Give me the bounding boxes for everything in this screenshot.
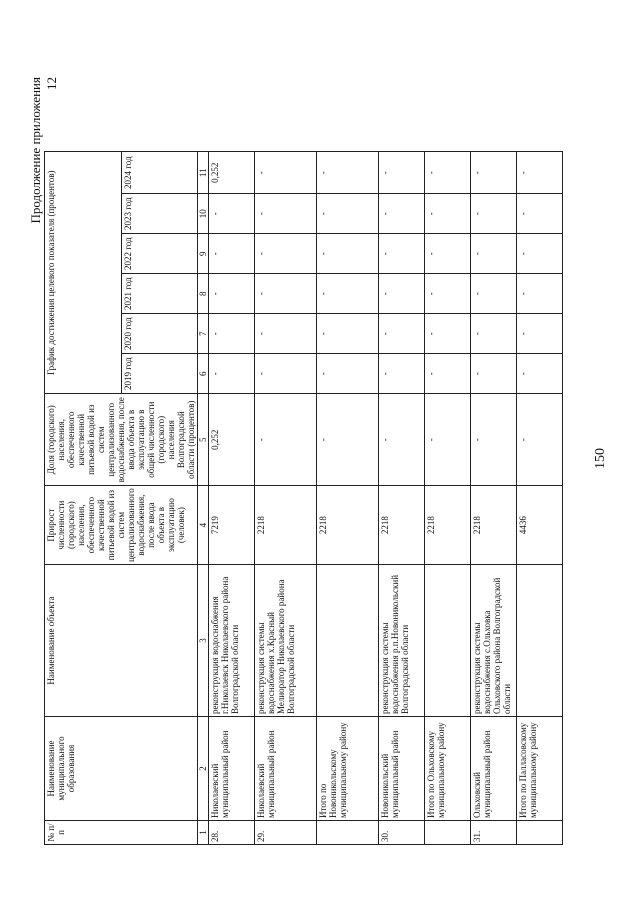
municipality-name: Итого по Ольховскому муниципальному району	[425, 717, 471, 821]
year-value: -	[471, 152, 517, 194]
year-value: -	[209, 194, 255, 234]
year-value: -	[471, 194, 517, 234]
year-value: -	[517, 152, 563, 194]
population-share-value: -	[517, 394, 563, 486]
population-growth-value: 2218	[379, 486, 425, 565]
municipality-name: Итого по Новоникольскому муниципальному району	[317, 717, 379, 821]
year-value: -	[379, 234, 425, 274]
municipality-name: Ольховский муниципальный район	[471, 717, 517, 821]
object-name	[425, 565, 471, 717]
column-number: 10	[198, 194, 209, 234]
population-growth-value: 7219	[209, 486, 255, 565]
year-value: -	[517, 314, 563, 354]
year-value: -	[425, 152, 471, 194]
year-value: -	[517, 194, 563, 234]
year-value: -	[379, 274, 425, 314]
population-growth-value: 2218	[317, 486, 379, 565]
year-value: -	[517, 354, 563, 394]
row-number	[425, 821, 471, 845]
year-value: -	[425, 314, 471, 354]
table-row	[379, 152, 425, 845]
population-growth-value: 2218	[255, 486, 317, 565]
row-number: 30.	[379, 821, 425, 845]
table-row	[425, 152, 471, 845]
column-number: 5	[198, 394, 209, 486]
object-name	[317, 565, 379, 717]
year-value: -	[425, 354, 471, 394]
year-value: -	[379, 314, 425, 354]
year-value: -	[425, 274, 471, 314]
header-schedule: График достижения целевого показателя (процентов)	[45, 152, 122, 394]
header-year: 2019 год	[121, 354, 198, 394]
column-number: 1	[198, 821, 209, 845]
year-value: -	[317, 152, 379, 194]
year-value: -	[255, 152, 317, 194]
table-row	[209, 152, 255, 845]
column-number: 8	[198, 274, 209, 314]
header-object: Наименование объекта	[45, 565, 198, 717]
header-year: 2020 год	[121, 314, 198, 354]
population-share-value: -	[317, 394, 379, 486]
year-value: -	[317, 274, 379, 314]
year-value: -	[209, 314, 255, 354]
table-row	[255, 152, 317, 845]
year-value: -	[425, 194, 471, 234]
population-growth-value: 2218	[425, 486, 471, 565]
year-value: -	[317, 354, 379, 394]
object-name: реконструкция системы водоснабжения х.Красный Мелиоратор Николаевского района Волгоградской области	[255, 565, 317, 717]
column-number: 9	[198, 234, 209, 274]
population-share-value: 0,252	[209, 394, 255, 486]
column-number: 6	[198, 354, 209, 394]
column-number: 11	[198, 152, 209, 194]
year-value: -	[209, 234, 255, 274]
row-number	[317, 821, 379, 845]
population-share-value: -	[425, 394, 471, 486]
object-name: реконструкция системы водоснабжения р.п.Новоникольский Волгоградской области	[379, 565, 425, 717]
row-number: 31.	[471, 821, 517, 845]
municipality-name: Новоникольский муниципальный район	[379, 717, 425, 821]
municipality-name: Николаевский муниципальный район	[255, 717, 317, 821]
year-value: -	[255, 194, 317, 234]
row-number: 29.	[255, 821, 317, 845]
column-number: 7	[198, 314, 209, 354]
page-number: 150	[593, 448, 608, 469]
municipality-name: Итого по Палласовскому муниципальному району	[517, 717, 563, 821]
year-value: -	[471, 234, 517, 274]
header-year: 2023 год	[121, 194, 198, 234]
population-share-value: -	[379, 394, 425, 486]
population-growth-value: 2218	[471, 486, 517, 565]
year-value: -	[209, 274, 255, 314]
header-no: № п/п	[45, 821, 198, 845]
header-year: 2024 год	[121, 152, 198, 194]
population-share-value: -	[471, 394, 517, 486]
header-year: 2022 год	[121, 234, 198, 274]
column-number: 2	[198, 717, 209, 821]
year-value: -	[379, 194, 425, 234]
table-row	[517, 152, 563, 845]
year-value: -	[317, 314, 379, 354]
year-value: 0,252	[209, 152, 255, 194]
header-population-growth: Прирост численности (городского) населения, обеспеченного качественной питьевой водой из систем централизованного водоснабжения, после ввода объекта в эксплуатацию (человек)	[45, 486, 198, 565]
year-value: -	[517, 274, 563, 314]
column-number: 3	[198, 565, 209, 717]
row-number: 28.	[209, 821, 255, 845]
object-name: реконструкция водоснабжения г.Николаевск Николаевского района Волгоградской области	[209, 565, 255, 717]
year-value: -	[471, 274, 517, 314]
year-value: -	[255, 274, 317, 314]
year-value: -	[471, 354, 517, 394]
header-population-share: Доля (городского) населения, обеспеченного качественной питьевой водой из систем централизованного водоснабжения, после ввода объекта в эксплуатацию в общей численности (городского) населения Волгоградской области (процентов)	[45, 394, 198, 486]
header-year: 2021 год	[121, 274, 198, 314]
continuation-label: Продолжение приложения 12	[28, 77, 59, 224]
municipality-name: Николаевский муниципальный район	[209, 717, 255, 821]
year-value: -	[255, 354, 317, 394]
year-value: -	[379, 152, 425, 194]
object-name: реконструкция системы водоснабжения с.Ольховка Ольховского района Волгоградской области	[471, 565, 517, 717]
year-value: -	[425, 234, 471, 274]
population-growth-value: 4436	[517, 486, 563, 565]
object-name	[517, 565, 563, 717]
year-value: -	[317, 194, 379, 234]
population-share-value: -	[255, 394, 317, 486]
header-municipality: Наименование муниципального образования	[45, 717, 198, 821]
row-number	[517, 821, 563, 845]
target-indicator-table	[44, 151, 563, 845]
year-value: -	[255, 234, 317, 274]
column-number: 4	[198, 486, 209, 565]
table-row	[317, 152, 379, 845]
table-row	[471, 152, 517, 845]
year-value: -	[255, 314, 317, 354]
year-value: -	[471, 314, 517, 354]
year-value: -	[517, 234, 563, 274]
year-value: -	[379, 354, 425, 394]
year-value: -	[317, 234, 379, 274]
year-value: -	[209, 354, 255, 394]
